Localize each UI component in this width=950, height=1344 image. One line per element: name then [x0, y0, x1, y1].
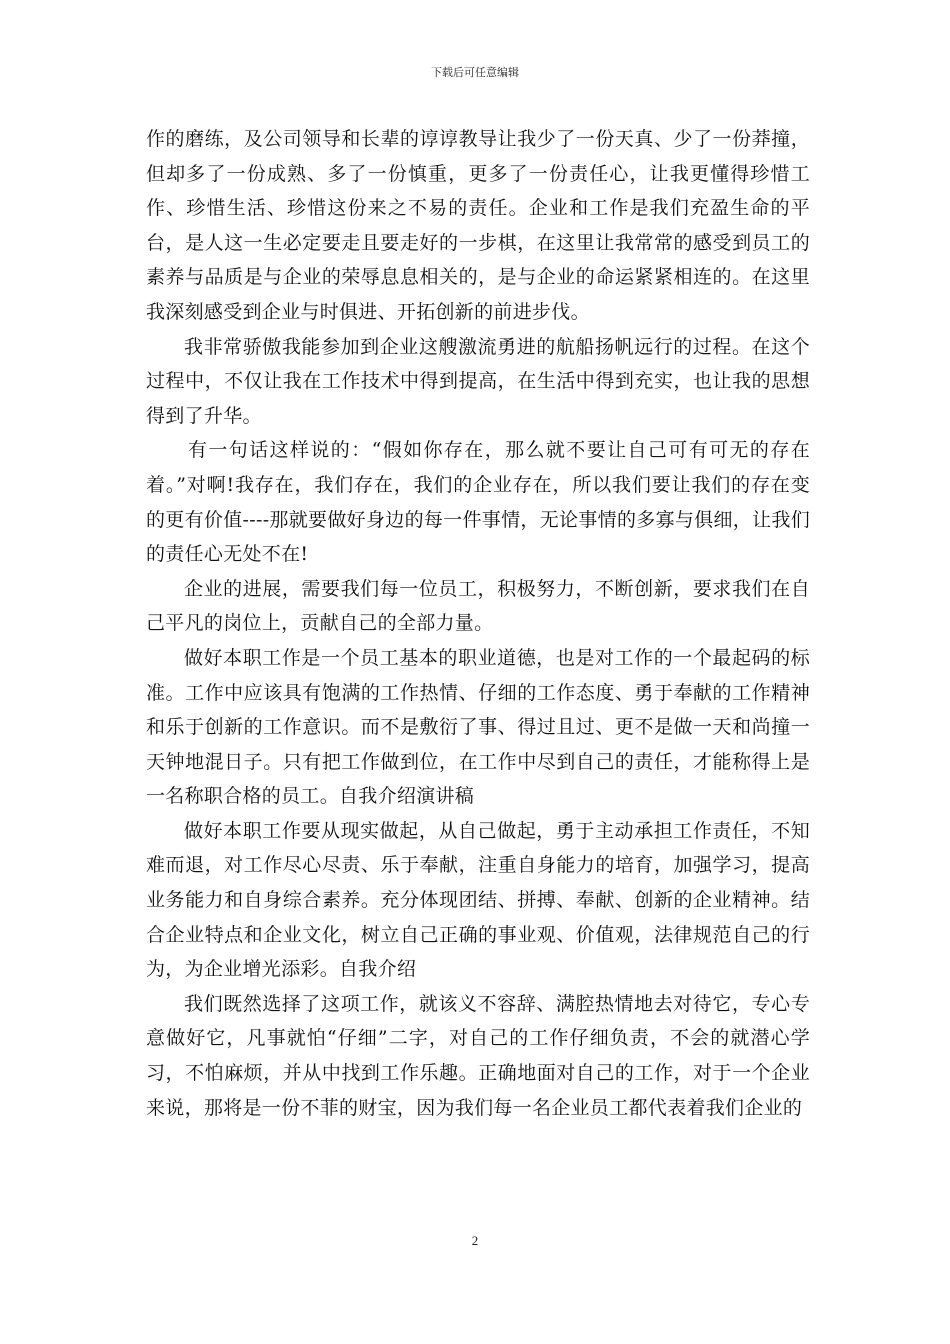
paragraph: 做好本职工作要从现实做起，从自己做起，勇于主动承担工作责任，不知难而退，对工作尽心尽责、乐于奉献，注重自身能力的培育，加强学习，提高业务能力和自身综合素养。充分体现团结、拼搏、奉献、创新的企业精神。结合企业特点和企业文化，树立自己正确的事业观、价值观，法律规范自己的行为，为企业增光添彩。自我介绍 [146, 819, 810, 981]
paragraph: 我非常骄傲我能参加到企业这艘激流勇进的航船扬帆远行的过程。在这个过程中，不仅让我在工作技术中得到提高，在生活中得到充实，也让我的思想得到了升华。 [146, 335, 810, 427]
paragraph: 我们既然选择了这项工作，就该义不容辞、满腔热情地去对待它，专心专意做好它，凡事就怕“仔细”二字，对自己的工作仔细负责，不会的就潜心学习，不怕麻烦，并从中找到工作乐趣。正确地面对自己的工作，对于一个企业来说，那将是一份不菲的财宝，因为我们每一名企业员工都代表着我们企业的 [146, 992, 810, 1119]
page-number: 2 [471, 1233, 479, 1248]
paragraph: 有一句话这样说的：“假如你存在，那么就不要让自己可有可无的存在着。”对啊!我存在，我们存在，我们的企业存在，所以我们要让我们的存在变的更有价值----那就要做好身边的每一件事情，无论事情的多寡与俱细，让我们的责任心无处不在! [146, 439, 810, 566]
page-header: 下载后可任意编辑 [431, 66, 519, 79]
paragraph: 企业的进展，需要我们每一位员工，积极努力，不断创新，要求我们在自己平凡的岗位上，贡献自己的全部力量。 [146, 577, 810, 635]
body-text [146, 122, 810, 1125]
paragraph: 作的磨练，及公司领导和长辈的谆谆教导让我少了一份天真、少了一份莽撞，但却多了一份成熟、多了一份慎重，更多了一份责任心，让我更懂得珍惜工作、珍惜生活、珍惜这份来之不易的责任。企业和工作是我们充盈生命的平台，是人这一生必定要走且要走好的一步棋，在这里让我常常的感受到员工的素养与品质是与企业的荣辱息息相关的，是与企业的命运紧紧相连的。在这里我深刻感受到企业与时俱进、开拓创新的前进步伐。 [146, 128, 810, 323]
paragraph: 做好本职工作是一个员工基本的职业道德，也是对工作的一个最起码的标准。工作中应该具有饱满的工作热情、仔细的工作态度、勇于奉献的工作精神和乐于创新的工作意识。而不是敷衍了事、得过且过、更不是做一天和尚撞一天钟地混日子。只有把工作做到位，在工作中尽到自己的责任，才能称得上是一名称职合格的员工。自我介绍演讲稿 [146, 646, 810, 808]
